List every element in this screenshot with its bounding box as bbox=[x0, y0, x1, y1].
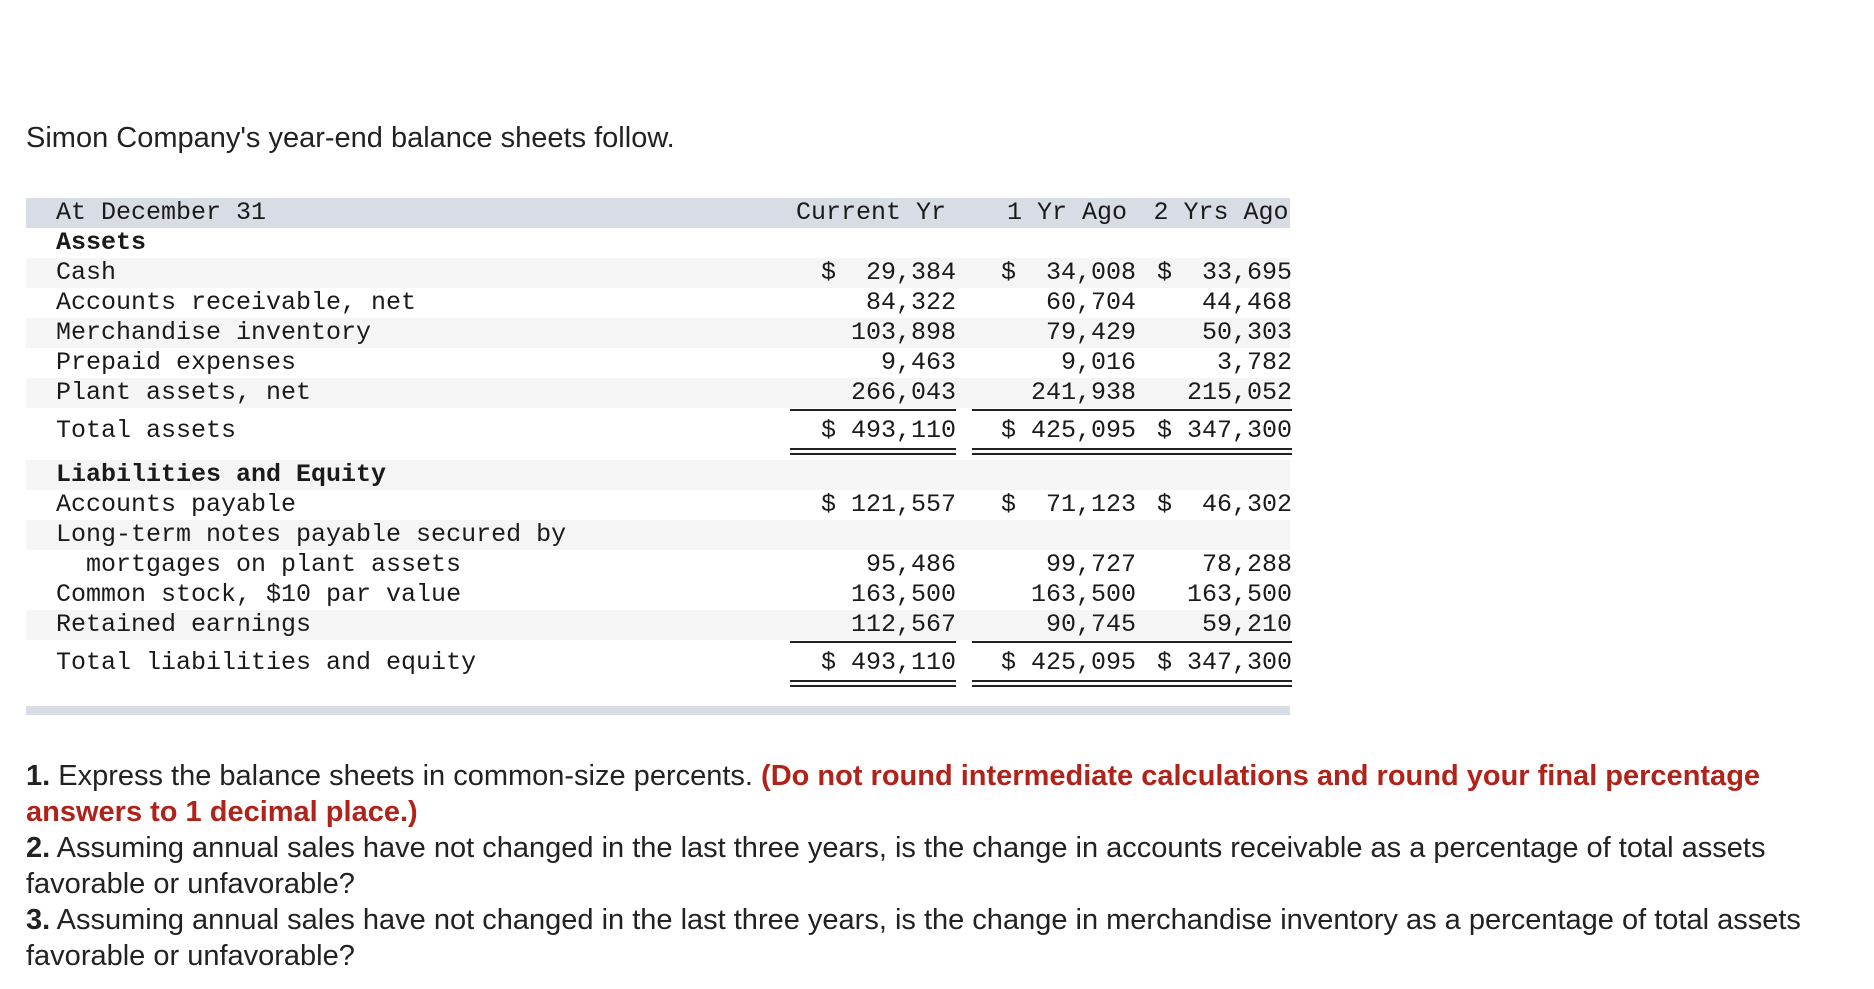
cell-2-yrs: $ 33,695 bbox=[1156, 258, 1292, 287]
questions bbox=[26, 758, 1874, 974]
row-label: Long-term notes payable secured by bbox=[56, 520, 567, 549]
cell-current: $ 493,110 bbox=[820, 416, 956, 445]
cell-1-yr: 9,016 bbox=[1060, 348, 1136, 377]
row-label-continued: mortgages on plant assets bbox=[86, 550, 462, 579]
cell-1-yr: 163,500 bbox=[1030, 580, 1136, 609]
liabilities-heading: Liabilities and Equity bbox=[56, 460, 387, 489]
row-label: Plant assets, net bbox=[56, 378, 312, 407]
cell-1-yr: 90,745 bbox=[1045, 610, 1136, 639]
cell-2-yrs: $ 46,302 bbox=[1156, 490, 1292, 519]
balance-sheet-table bbox=[26, 198, 1290, 715]
cell-1-yr: 60,704 bbox=[1045, 288, 1136, 317]
subtotal-rule bbox=[790, 641, 956, 643]
cell-1-yr: $ 34,008 bbox=[1000, 258, 1136, 287]
intro-text: Simon Company's year-end balance sheets follow. bbox=[26, 122, 675, 154]
subtotal-rule bbox=[972, 409, 1136, 411]
row-label: Merchandise inventory bbox=[56, 318, 372, 347]
total-double-rule bbox=[972, 680, 1136, 687]
cell-1-yr: 99,727 bbox=[1045, 550, 1136, 579]
cell-current: 95,486 bbox=[865, 550, 956, 579]
total-double-rule bbox=[790, 680, 956, 687]
subtotal-rule bbox=[1130, 641, 1292, 643]
question-number: 1. bbox=[26, 760, 51, 792]
row-label: Total liabilities and equity bbox=[56, 648, 477, 677]
question-number: 3. bbox=[26, 904, 51, 936]
row-label: Accounts receivable, net bbox=[56, 288, 417, 317]
cell-current: $ 29,384 bbox=[820, 258, 956, 287]
cell-2-yrs: 50,303 bbox=[1201, 318, 1292, 347]
cell-2-yrs: 78,288 bbox=[1201, 550, 1292, 579]
header-2-yrs-ago: 2 Yrs Ago bbox=[1153, 198, 1289, 227]
header-current-yr: Current Yr bbox=[795, 198, 947, 227]
cell-current: 84,322 bbox=[865, 288, 956, 317]
footer-band bbox=[26, 706, 1290, 715]
row-label: Cash bbox=[56, 258, 117, 287]
row-label: Accounts payable bbox=[56, 490, 297, 519]
header-1-yr-ago: 1 Yr Ago bbox=[1006, 198, 1128, 227]
cell-current: 103,898 bbox=[850, 318, 956, 347]
cell-current: 163,500 bbox=[850, 580, 956, 609]
question-text: Express the balance sheets in common-size percents. bbox=[50, 760, 762, 792]
row-label: Common stock, $10 par value bbox=[56, 580, 462, 609]
header-label: At December 31 bbox=[56, 198, 267, 227]
cell-1-yr: 79,429 bbox=[1045, 318, 1136, 347]
subtotal-rule bbox=[972, 641, 1136, 643]
cell-1-yr: $ 425,095 bbox=[1000, 648, 1136, 677]
total-double-rule bbox=[972, 448, 1136, 455]
cell-current: $ 493,110 bbox=[820, 648, 956, 677]
cell-1-yr: $ 425,095 bbox=[1000, 416, 1136, 445]
cell-1-yr: $ 71,123 bbox=[1000, 490, 1136, 519]
subtotal-rule bbox=[1130, 409, 1292, 411]
question-3 bbox=[26, 902, 1874, 974]
row-label: Retained earnings bbox=[56, 610, 312, 639]
cell-current: $ 121,557 bbox=[820, 490, 956, 519]
row-label: Prepaid expenses bbox=[56, 348, 297, 377]
question-2 bbox=[26, 830, 1874, 902]
question-text: Assuming annual sales have not changed in the last three years, is the change in merchandise inventory as a percentage of total assets favorable or unfavorable? bbox=[26, 904, 1801, 972]
cell-2-yrs: 59,210 bbox=[1201, 610, 1292, 639]
cell-1-yr: 241,938 bbox=[1030, 378, 1136, 407]
question-text: Assuming annual sales have not changed in the last three years, is the change in accounts receivable as a percentage of total assets favorable or unfavorable? bbox=[26, 832, 1766, 900]
question-1 bbox=[26, 758, 1874, 830]
subtotal-rule bbox=[790, 409, 956, 411]
assets-heading: Assets bbox=[56, 228, 147, 257]
question-number: 2. bbox=[26, 832, 51, 864]
cell-2-yrs: 163,500 bbox=[1186, 580, 1292, 609]
cell-current: 9,463 bbox=[880, 348, 956, 377]
cell-2-yrs: $ 347,300 bbox=[1156, 416, 1292, 445]
cell-current: 266,043 bbox=[850, 378, 956, 407]
cell-2-yrs: 44,468 bbox=[1201, 288, 1292, 317]
total-double-rule bbox=[1130, 448, 1292, 455]
cell-current: 112,567 bbox=[850, 610, 956, 639]
cell-2-yrs: 3,782 bbox=[1216, 348, 1292, 377]
total-double-rule bbox=[1130, 680, 1292, 687]
question-note: (Do not round intermediate calculations and round your final percentage answers to 1 decimal place.) bbox=[26, 760, 1761, 828]
row-label: Total assets bbox=[56, 416, 237, 445]
cell-2-yrs: 215,052 bbox=[1186, 378, 1292, 407]
cell-2-yrs: $ 347,300 bbox=[1156, 648, 1292, 677]
total-double-rule bbox=[790, 448, 956, 455]
